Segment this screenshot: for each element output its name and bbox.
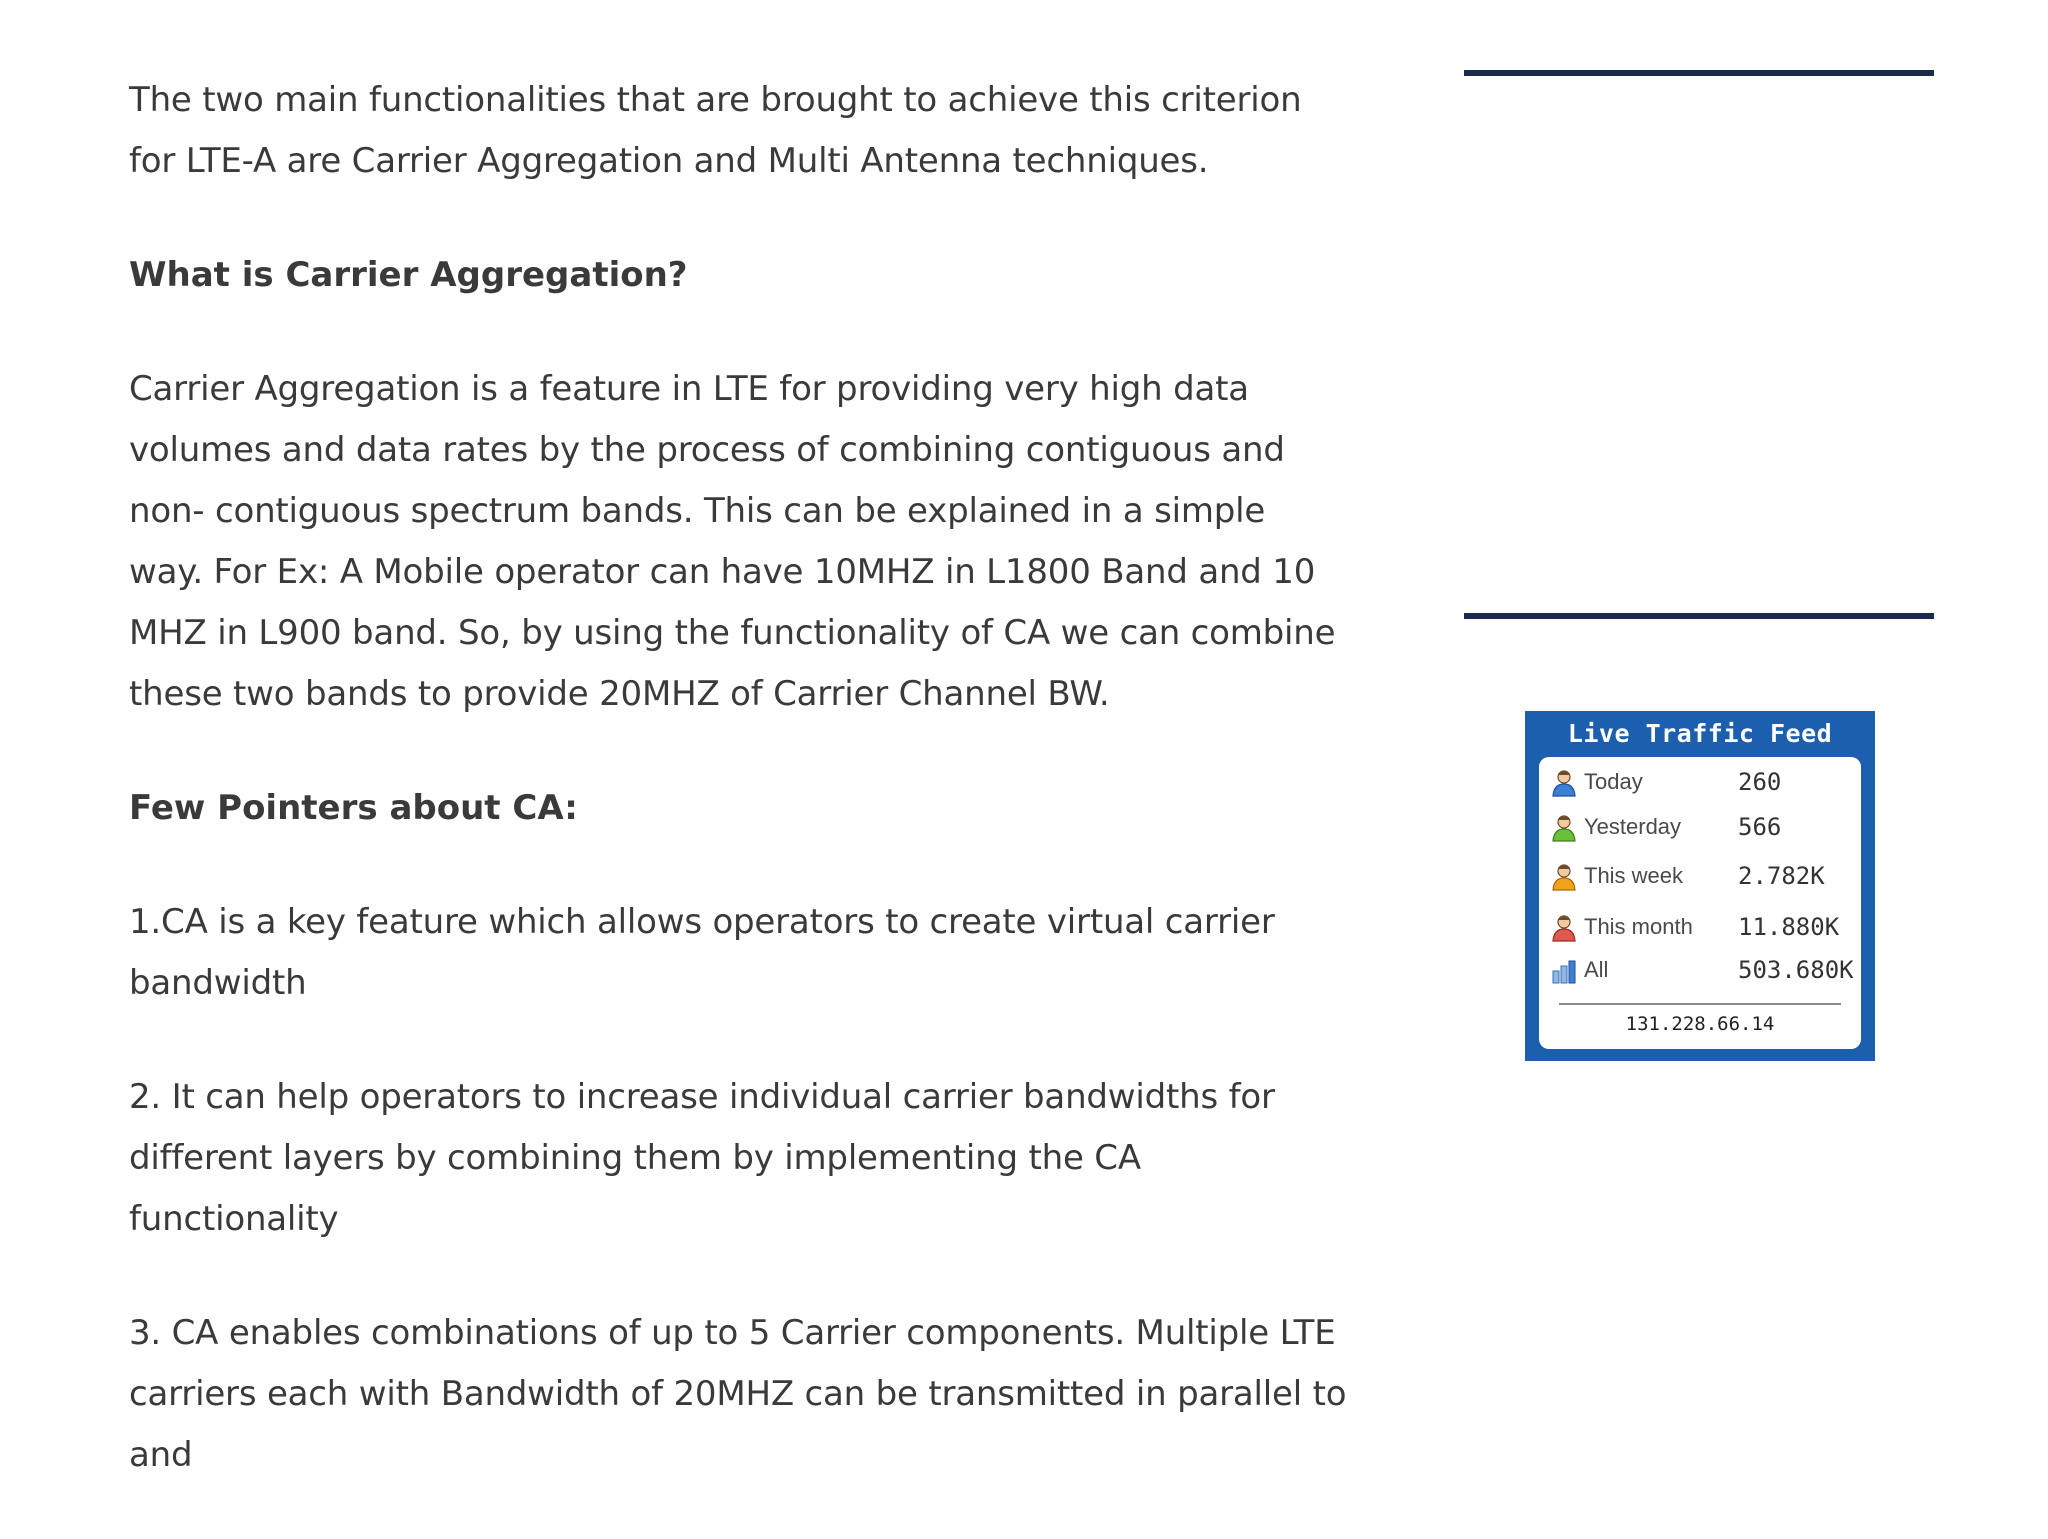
stat-value-this-week: 2.782K <box>1738 862 1825 890</box>
stat-value-all: 503.680K <box>1738 956 1854 984</box>
live-traffic-feed-widget[interactable] <box>1525 711 1875 1061</box>
stat-row-this-week <box>1551 861 1851 891</box>
pointer-3: 3. CA enables combinations of up to 5 Carrier components. Multiple LTE carriers each with Bandwidth of 20MHZ can be transmitted in parallel to and <box>129 1313 1347 1475</box>
intro-paragraph: The two main functionalities that are brought to achieve this criterion for LTE-A are Carrier Aggregation and Multi Antenna techniques. <box>129 80 1302 181</box>
stat-label-yesterday: Yesterday <box>1584 814 1682 839</box>
traffic-widget-title[interactable]: Live Traffic Feed <box>1567 719 1833 748</box>
section-heading-what-is-ca: What is Carrier Aggregation? <box>129 255 688 295</box>
stat-row-today <box>1551 767 1851 797</box>
ca-definition-paragraph: Carrier Aggregation is a feature in LTE for providing very high data volumes and data rates by the process of combining contiguous and non- contiguous spectrum bands. This can be explained in a simple way. For Ex: A Mobile operator can have 10MHZ in L1800 Band and 10 MHZ in L900 band. So, by using the functionality of CA we can combine these two bands to provide 20MHZ of Carrier Channel BW. <box>129 369 1336 714</box>
stat-label-today: Today <box>1584 769 1643 794</box>
user-blue-icon <box>1551 769 1577 797</box>
article-content <box>129 70 1349 1539</box>
stat-label-this-month: This month <box>1584 914 1693 939</box>
user-orange-icon <box>1551 863 1577 891</box>
stat-row-all <box>1551 955 1854 985</box>
pointer-2: 2. It can help operators to increase individual carrier bandwidths for different layers by combining them by implementing the CA functionality <box>129 1077 1275 1239</box>
visitor-ip-address: 131.228.66.14 <box>1625 1013 1775 1035</box>
user-green-icon <box>1551 814 1577 842</box>
stat-row-this-month <box>1551 912 1851 942</box>
stat-value-this-month: 11.880K <box>1738 913 1840 941</box>
user-red-icon <box>1551 914 1577 942</box>
sidebar-divider-middle <box>1464 613 1934 619</box>
bar-chart-icon <box>1551 957 1577 985</box>
pointer-1: 1.CA is a key feature which allows operators to create virtual carrier bandwidth <box>129 902 1275 1003</box>
stat-value-yesterday: 566 <box>1738 813 1782 841</box>
traffic-divider <box>1559 1003 1841 1005</box>
stat-value-today: 260 <box>1738 768 1782 796</box>
stat-label-all: All <box>1584 957 1609 982</box>
stat-row-yesterday <box>1551 812 1851 842</box>
sidebar-divider-top <box>1464 70 1934 76</box>
section-heading-pointers: Few Pointers about CA: <box>129 788 578 828</box>
stat-label-this-week: This week <box>1584 863 1684 888</box>
traffic-stats-panel <box>1539 757 1861 1049</box>
